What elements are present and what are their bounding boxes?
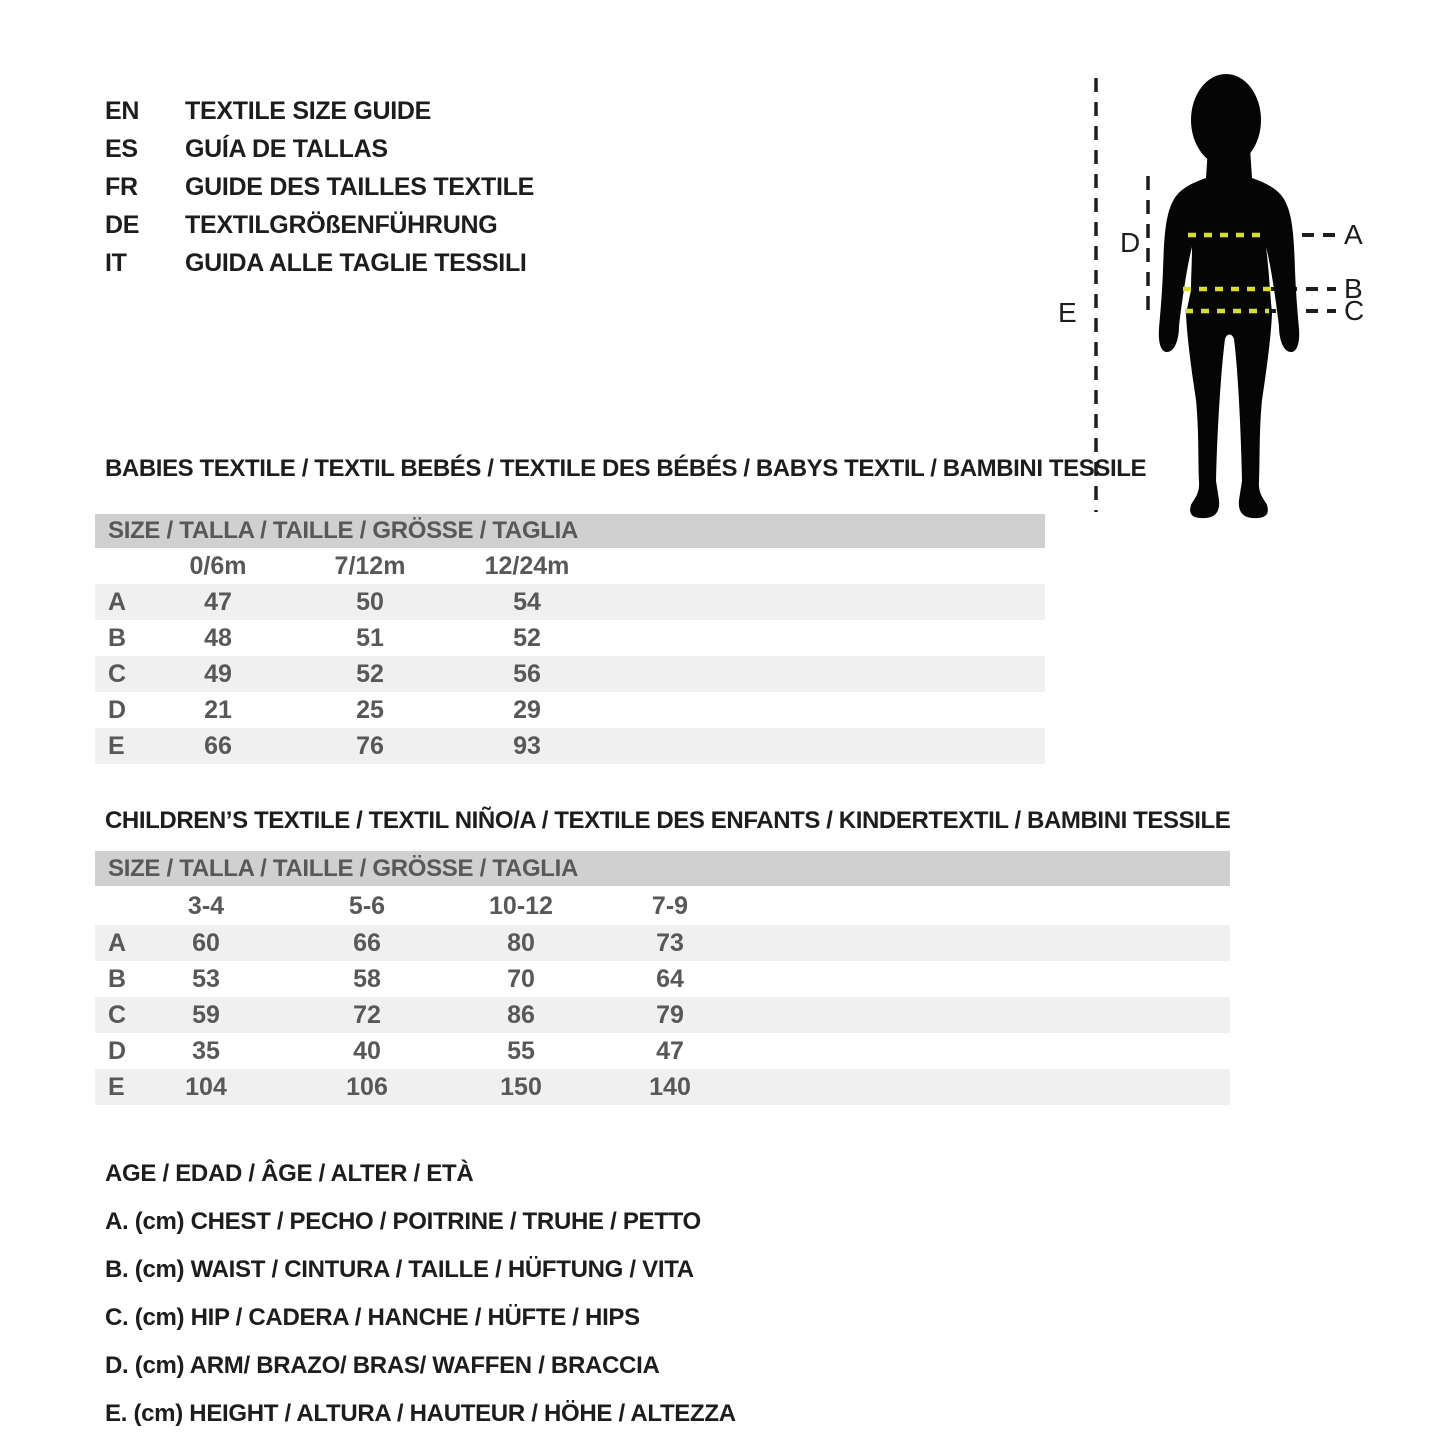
cell: 70 xyxy=(507,965,535,993)
row-label: B xyxy=(108,624,127,652)
measure-label-c: C xyxy=(1344,295,1365,326)
row-label: C xyxy=(108,1001,127,1029)
children-row-c xyxy=(95,997,1230,1033)
children-row-d xyxy=(95,1033,1230,1069)
babies-row-b xyxy=(95,620,1045,656)
language-label: GUIDA ALLE TAGLIE TESSILI xyxy=(185,249,527,277)
cell: 66 xyxy=(204,732,232,760)
legend-line-hip: C. (cm) HIP / CADERA / HANCHE / HÜFTE / HIPS xyxy=(105,1304,640,1331)
column-header: 10-12 xyxy=(489,892,553,920)
cell: 106 xyxy=(346,1073,388,1101)
legend-line-chest: A. (cm) CHEST / PECHO / POITRINE / TRUHE / PETTO xyxy=(105,1208,701,1235)
babies-row-c xyxy=(95,656,1045,692)
legend-line-age: AGE / EDAD / ÂGE / ALTER / ETÀ xyxy=(105,1160,474,1187)
language-label: TEXTILE SIZE GUIDE xyxy=(185,97,432,125)
language-code: FR xyxy=(105,173,138,201)
language-code: EN xyxy=(105,97,140,125)
language-row-fr xyxy=(105,168,534,206)
size-header-text: SIZE / TALLA / TAILLE / GRÖSSE / TAGLIA xyxy=(108,855,579,882)
column-header: 3-4 xyxy=(187,892,225,920)
measure-label-b: B xyxy=(1344,273,1363,304)
measure-label-d: D xyxy=(1120,227,1141,258)
cell: 58 xyxy=(353,965,381,993)
row-label: D xyxy=(108,696,127,724)
cell: 64 xyxy=(656,965,684,993)
row-label: E xyxy=(108,1073,125,1101)
babies-column-header-row xyxy=(95,548,1045,584)
cell: 72 xyxy=(353,1001,381,1029)
column-header: 0/6m xyxy=(189,552,247,580)
legend-line-arm: D. (cm) ARM/ BRAZO/ BRAS/ WAFFEN / BRACCIA xyxy=(105,1352,660,1379)
row-label: C xyxy=(108,660,127,688)
cell: 55 xyxy=(507,1037,535,1065)
row-label: B xyxy=(108,965,127,993)
measurement-legend xyxy=(105,1150,736,1438)
children-column-header-row xyxy=(95,888,1230,925)
cell: 48 xyxy=(204,624,232,652)
cell: 93 xyxy=(513,732,541,760)
language-code: IT xyxy=(105,249,127,277)
cell: 35 xyxy=(192,1037,220,1065)
column-header: 5-6 xyxy=(348,892,386,920)
child-silhouette-icon xyxy=(1159,74,1299,518)
column-header: 12/24m xyxy=(484,552,570,580)
cell: 51 xyxy=(356,624,384,652)
cell: 54 xyxy=(513,588,541,616)
cell: 86 xyxy=(507,1001,535,1029)
children-row-b xyxy=(95,961,1230,997)
row-label: A xyxy=(108,929,127,957)
language-row-es xyxy=(105,130,534,168)
cell: 56 xyxy=(513,660,541,688)
babies-row-a xyxy=(95,584,1045,620)
language-row-en xyxy=(105,92,534,130)
language-label: TEXTILGRÖßENFÜHRUNG xyxy=(185,211,498,239)
cell: 80 xyxy=(507,929,535,957)
column-header: 7-9 xyxy=(651,892,689,920)
row-label: D xyxy=(108,1037,127,1065)
cell: 49 xyxy=(204,660,232,688)
language-label: GUÍA DE TALLAS xyxy=(185,135,388,163)
cell: 40 xyxy=(353,1037,381,1065)
language-code: DE xyxy=(105,211,140,239)
measure-label-e: E xyxy=(1058,297,1077,328)
babies-row-e xyxy=(95,728,1045,764)
babies-table-title: BABIES TEXTILE / TEXTIL BEBÉS / TEXTILE DES BÉBÉS / BABYS TEXTIL / BAMBINI TESSILE xyxy=(105,455,1147,482)
language-row-it xyxy=(105,244,534,282)
cell: 66 xyxy=(353,929,381,957)
column-header: 7/12m xyxy=(334,552,406,580)
children-table-title: CHILDREN’S TEXTILE / TEXTIL NIÑO/A / TEXTILE DES ENFANTS / KINDERTEXTIL / BAMBINI TESSILE xyxy=(105,807,1231,834)
children-row-e xyxy=(95,1069,1230,1105)
cell: 104 xyxy=(185,1073,227,1101)
row-label: E xyxy=(108,732,125,760)
cell: 73 xyxy=(656,929,684,957)
babies-row-d xyxy=(95,692,1045,728)
cell: 79 xyxy=(656,1001,684,1029)
legend-line-height: E. (cm) HEIGHT / ALTURA / HAUTEUR / HÖHE / ALTEZZA xyxy=(105,1400,736,1427)
children-row-a xyxy=(95,925,1230,961)
children-size-header-bar xyxy=(95,851,1230,886)
cell: 150 xyxy=(500,1073,542,1101)
language-list xyxy=(105,92,534,282)
row-label: A xyxy=(108,588,127,616)
cell: 21 xyxy=(204,696,232,724)
language-code: ES xyxy=(105,135,138,163)
cell: 76 xyxy=(356,732,384,760)
cell: 140 xyxy=(649,1073,691,1101)
cell: 50 xyxy=(356,588,384,616)
cell: 53 xyxy=(192,965,220,993)
cell: 52 xyxy=(356,660,384,688)
cell: 29 xyxy=(513,696,541,724)
legend-line-waist: B. (cm) WAIST / CINTURA / TAILLE / HÜFTUNG / VITA xyxy=(105,1256,694,1283)
measure-label-a: A xyxy=(1344,219,1363,250)
cell: 47 xyxy=(204,588,232,616)
cell: 59 xyxy=(192,1001,220,1029)
language-label: GUIDE DES TAILLES TEXTILE xyxy=(185,173,535,201)
cell: 25 xyxy=(356,696,384,724)
size-header-text: SIZE / TALLA / TAILLE / GRÖSSE / TAGLIA xyxy=(108,517,579,544)
babies-size-header-bar xyxy=(95,514,1045,548)
cell: 60 xyxy=(192,929,220,957)
language-row-de xyxy=(105,206,534,244)
cell: 47 xyxy=(656,1037,684,1065)
cell: 52 xyxy=(513,624,541,652)
